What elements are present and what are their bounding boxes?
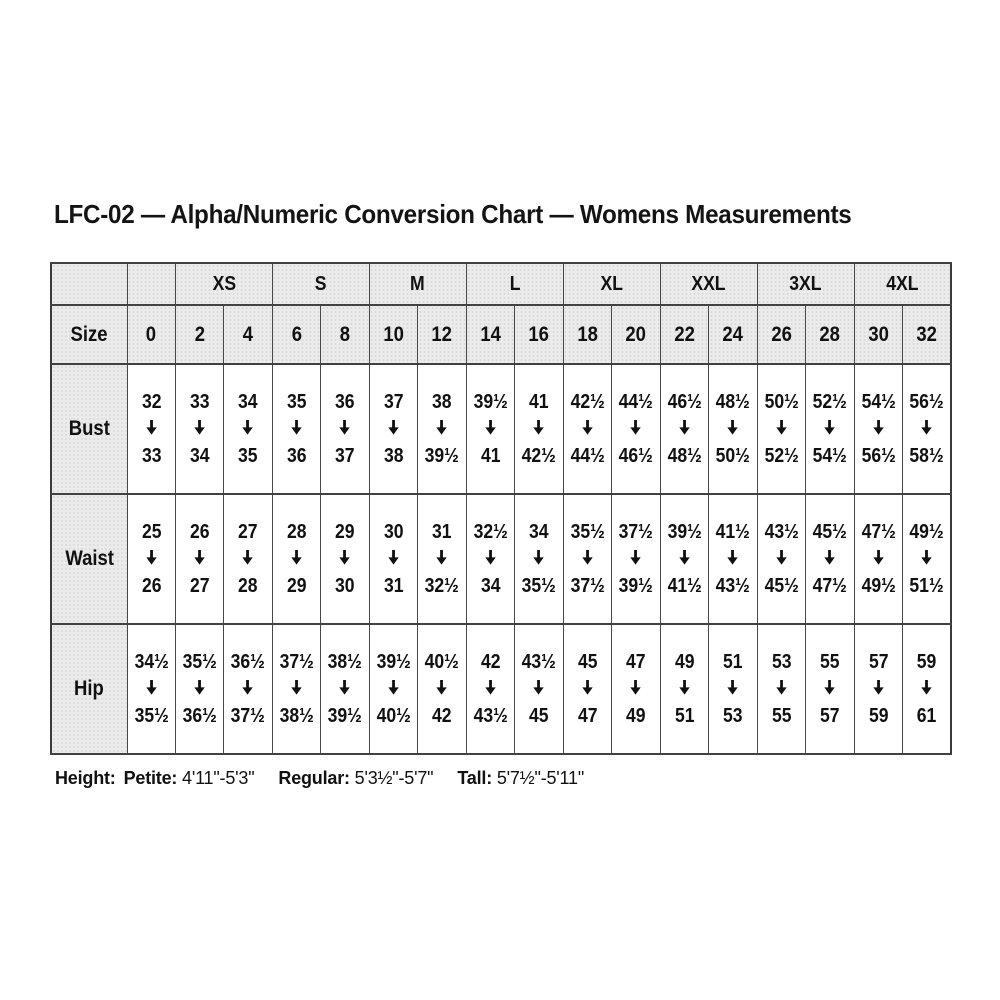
measurement-range: [615, 652, 657, 727]
down-arrow-icon: [873, 419, 884, 440]
down-arrow-icon: [582, 549, 593, 570]
down-arrow-icon: [533, 419, 544, 440]
range-from: 29: [335, 520, 355, 543]
size-header-30: 30: [854, 305, 902, 364]
down-arrow-icon: [485, 679, 496, 700]
range-to: 35½: [134, 704, 169, 727]
height-tall: [457, 768, 584, 789]
waist-range-size-2: [175, 494, 223, 624]
down-arrow-icon: [485, 549, 496, 570]
range-to: 44½: [570, 444, 605, 467]
hip-range-size-26: [757, 624, 805, 754]
measurement-range: [809, 392, 851, 467]
measurement-range: [906, 652, 947, 727]
hip-range-size-32: [903, 624, 952, 754]
alpha-size-header-m: M: [369, 263, 466, 305]
range-from: 42: [480, 650, 501, 673]
waist-range-size-0: [127, 494, 175, 624]
waist-range-size-28: [806, 494, 854, 624]
measurement-range: [276, 392, 318, 467]
range-from: 25: [141, 520, 162, 543]
range-from: 45: [577, 650, 598, 673]
range-from: 43½: [521, 650, 557, 673]
range-from: 46½: [667, 390, 702, 413]
alpha-size-header-xxl: XXL: [660, 263, 757, 305]
range-from: 32: [141, 390, 162, 413]
size-row-label: Size: [51, 305, 127, 364]
measurement-range: [130, 652, 172, 727]
range-to: 52½: [764, 444, 799, 467]
conversion-table: [50, 262, 952, 755]
measurement-range: [615, 392, 657, 467]
range-to: 34: [189, 444, 210, 467]
range-from: 49: [674, 650, 695, 673]
range-to: 43½: [473, 704, 508, 727]
size-header-6: 6: [272, 305, 320, 364]
row-label-hip: Hip: [51, 624, 127, 754]
waist-range-size-10: [369, 494, 417, 624]
range-from: 59: [916, 650, 937, 673]
measurement-range: [760, 392, 802, 467]
range-from: 36½: [231, 650, 266, 673]
down-arrow-icon: [679, 419, 690, 440]
range-from: 48½: [715, 390, 750, 413]
down-arrow-icon: [146, 679, 157, 700]
measurement-range: [518, 392, 560, 467]
range-to: 29: [286, 574, 307, 597]
waist-range-size-18: [563, 494, 611, 624]
range-to: 39½: [424, 444, 460, 467]
bust-range-size-18: [563, 364, 611, 494]
range-from: 52½: [812, 390, 847, 413]
measurement-range: [857, 652, 899, 727]
range-from: 36: [335, 390, 355, 413]
range-to: 30: [335, 574, 355, 597]
down-arrow-icon: [533, 549, 544, 570]
measurement-range: [470, 522, 512, 597]
table-corner-cell: [51, 263, 127, 305]
range-to: 41½: [667, 574, 702, 597]
hip-range-size-8: [321, 624, 369, 754]
down-arrow-icon: [194, 679, 205, 700]
measurement-range: [179, 392, 221, 467]
measurement-range: [324, 522, 366, 597]
measurement-range: [324, 392, 366, 467]
range-to: 57: [820, 704, 840, 727]
range-from: 51: [723, 650, 743, 673]
down-arrow-icon: [630, 419, 641, 440]
down-arrow-icon: [436, 419, 447, 440]
range-from: 39½: [667, 520, 702, 543]
down-arrow-icon: [146, 549, 157, 570]
down-arrow-icon: [776, 679, 787, 700]
bust-range-size-20: [612, 364, 660, 494]
range-to: 55: [771, 704, 792, 727]
down-arrow-icon: [727, 419, 738, 440]
measurement-range: [809, 652, 851, 727]
down-arrow-icon: [242, 419, 253, 440]
measurement-range: [809, 522, 851, 597]
range-from: 43½: [764, 520, 799, 543]
bust-range-size-6: [272, 364, 320, 494]
hip-range-size-24: [709, 624, 757, 754]
down-arrow-icon: [679, 549, 690, 570]
range-from: 50½: [764, 390, 799, 413]
down-arrow-icon: [776, 419, 787, 440]
range-from: 47½: [861, 520, 896, 543]
waist-range-size-26: [757, 494, 805, 624]
waist-range-size-32: [903, 494, 952, 624]
hip-range-size-22: [660, 624, 708, 754]
range-to: 37½: [570, 574, 605, 597]
range-to: 49½: [861, 574, 896, 597]
range-from: 35: [286, 390, 307, 413]
size-header-12: 12: [418, 305, 466, 364]
range-from: 37½: [279, 650, 314, 673]
range-to: 51: [674, 704, 695, 727]
alpha-size-header-s: S: [272, 263, 369, 305]
measurement-range: [470, 652, 512, 727]
range-to: 49: [626, 704, 646, 727]
measurement-range: [664, 392, 706, 467]
measurement-range: [130, 392, 172, 467]
measurement-range: [760, 522, 802, 597]
alpha-header-empty: [127, 263, 175, 305]
range-from: 38: [432, 390, 452, 413]
range-from: 35½: [570, 520, 605, 543]
range-to: 37½: [231, 704, 266, 727]
down-arrow-icon: [388, 419, 399, 440]
height-note: [55, 768, 584, 789]
range-to: 47: [577, 704, 598, 727]
range-to: 28: [238, 574, 258, 597]
waist-range-size-20: [612, 494, 660, 624]
range-from: 34: [529, 520, 549, 543]
bust-range-size-32: [903, 364, 952, 494]
hip-range-size-20: [612, 624, 660, 754]
size-header-18: 18: [563, 305, 611, 364]
bust-range-size-12: [418, 364, 466, 494]
range-from: 35½: [182, 650, 217, 673]
range-from: 56½: [909, 390, 944, 413]
hip-range-size-28: [806, 624, 854, 754]
range-from: 54½: [861, 390, 896, 413]
measurement-range: [567, 392, 609, 467]
range-from: 49½: [909, 520, 944, 543]
range-to: 34: [480, 574, 501, 597]
row-label-waist: Waist: [51, 494, 127, 624]
range-from: 39½: [376, 650, 411, 673]
down-arrow-icon: [533, 679, 544, 700]
alpha-size-header-3xl: 3XL: [757, 263, 854, 305]
down-arrow-icon: [388, 679, 399, 700]
down-arrow-icon: [873, 549, 884, 570]
range-from: 41: [529, 390, 549, 413]
measurement-range: [373, 652, 415, 727]
waist-range-size-22: [660, 494, 708, 624]
down-arrow-icon: [776, 549, 787, 570]
range-to: 33: [141, 444, 162, 467]
size-header-0: 0: [127, 305, 175, 364]
range-from: 47: [626, 650, 646, 673]
down-arrow-icon: [630, 549, 641, 570]
range-to: 45: [529, 704, 549, 727]
range-from: 31: [432, 520, 452, 543]
range-to: 50½: [715, 444, 750, 467]
range-from: 33: [189, 390, 210, 413]
measurement-range: [906, 522, 947, 597]
down-arrow-icon: [291, 419, 302, 440]
range-from: 30: [383, 520, 404, 543]
size-header-28: 28: [806, 305, 854, 364]
range-to: 45½: [764, 574, 799, 597]
range-from: 32½: [473, 520, 508, 543]
measurement-range: [373, 392, 415, 467]
down-arrow-icon: [824, 549, 835, 570]
measurement-range: [760, 652, 802, 727]
down-arrow-icon: [388, 549, 399, 570]
range-to: 39½: [618, 574, 654, 597]
range-to: 51½: [909, 574, 944, 597]
measurement-range: [857, 392, 899, 467]
range-to: 31: [383, 574, 404, 597]
down-arrow-icon: [146, 419, 157, 440]
down-arrow-icon: [873, 679, 884, 700]
range-from: 38½: [327, 650, 363, 673]
waist-range-size-12: [418, 494, 466, 624]
size-header-22: 22: [660, 305, 708, 364]
measurement-range: [227, 522, 269, 597]
regular-value: 5'3½"-5'7": [354, 768, 434, 788]
range-from: 41½: [715, 520, 750, 543]
range-to: 59: [868, 704, 889, 727]
hip-range-size-14: [466, 624, 514, 754]
size-header-8: 8: [321, 305, 369, 364]
regular-label: Regular:: [278, 768, 350, 788]
range-to: 36½: [182, 704, 217, 727]
size-header-26: 26: [757, 305, 805, 364]
range-from: 57: [868, 650, 889, 673]
size-header-14: 14: [466, 305, 514, 364]
range-to: 37: [335, 444, 355, 467]
down-arrow-icon: [824, 419, 835, 440]
alpha-size-header-4xl: 4XL: [854, 263, 951, 305]
range-from: 26: [189, 520, 210, 543]
hip-range-size-6: [272, 624, 320, 754]
waist-range-size-6: [272, 494, 320, 624]
size-header-24: 24: [709, 305, 757, 364]
size-header-2: 2: [175, 305, 223, 364]
down-arrow-icon: [291, 549, 302, 570]
down-arrow-icon: [242, 549, 253, 570]
waist-range-size-14: [466, 494, 514, 624]
range-to: 40½: [376, 704, 411, 727]
down-arrow-icon: [291, 679, 302, 700]
hip-range-size-12: [418, 624, 466, 754]
measurement-range: [276, 522, 318, 597]
down-arrow-icon: [194, 549, 205, 570]
down-arrow-icon: [436, 679, 447, 700]
height-regular: [278, 768, 433, 789]
hip-range-size-10: [369, 624, 417, 754]
down-arrow-icon: [485, 419, 496, 440]
hip-range-size-4: [224, 624, 272, 754]
range-to: 53: [723, 704, 743, 727]
petite-value: 4'11"-5'3": [182, 768, 255, 788]
down-arrow-icon: [339, 419, 350, 440]
range-from: 34: [238, 390, 258, 413]
tall-label: Tall:: [457, 768, 493, 788]
range-to: 42: [432, 704, 452, 727]
range-to: 43½: [715, 574, 750, 597]
alpha-size-header-xl: XL: [563, 263, 660, 305]
range-to: 26: [141, 574, 162, 597]
hip-range-size-2: [175, 624, 223, 754]
down-arrow-icon: [582, 419, 593, 440]
bust-range-size-10: [369, 364, 417, 494]
range-to: 56½: [861, 444, 896, 467]
row-label-bust: Bust: [51, 364, 127, 494]
height-label: Height:: [55, 768, 116, 788]
measurement-range: [227, 392, 269, 467]
down-arrow-icon: [339, 679, 350, 700]
waist-range-size-30: [854, 494, 902, 624]
alpha-size-header-l: L: [466, 263, 563, 305]
range-to: 41: [480, 444, 501, 467]
measurement-range: [421, 652, 463, 727]
petite-label: Petite:: [123, 768, 178, 788]
range-from: 39½: [473, 390, 508, 413]
range-to: 61: [916, 704, 937, 727]
range-to: 39½: [327, 704, 363, 727]
measurement-range: [179, 652, 221, 727]
down-arrow-icon: [436, 549, 447, 570]
size-header-4: 4: [224, 305, 272, 364]
size-header-32: 32: [903, 305, 952, 364]
hip-range-size-0: [127, 624, 175, 754]
measurement-range: [470, 392, 512, 467]
height-petite: [124, 768, 255, 789]
measurement-range: [664, 652, 706, 727]
down-arrow-icon: [921, 679, 932, 700]
bust-range-size-0: [127, 364, 175, 494]
alpha-size-header-xs: XS: [175, 263, 272, 305]
measurement-range: [227, 652, 269, 727]
range-to: 47½: [812, 574, 847, 597]
down-arrow-icon: [921, 549, 932, 570]
range-to: 58½: [909, 444, 944, 467]
measurement-range: [276, 652, 318, 727]
bust-range-size-14: [466, 364, 514, 494]
range-from: 45½: [812, 520, 847, 543]
range-to: 46½: [618, 444, 654, 467]
down-arrow-icon: [630, 679, 641, 700]
measurement-range: [130, 522, 172, 597]
down-arrow-icon: [824, 679, 835, 700]
range-from: 37: [383, 390, 404, 413]
bust-range-size-16: [515, 364, 563, 494]
range-from: 34½: [134, 650, 169, 673]
range-to: 27: [189, 574, 210, 597]
measurement-range: [518, 522, 560, 597]
bust-range-size-2: [175, 364, 223, 494]
measurement-range: [857, 522, 899, 597]
measurement-range: [712, 392, 754, 467]
measurement-range: [906, 392, 947, 467]
down-arrow-icon: [679, 679, 690, 700]
range-to: 48½: [667, 444, 702, 467]
range-from: 44½: [618, 390, 654, 413]
down-arrow-icon: [339, 549, 350, 570]
range-to: 35½: [521, 574, 557, 597]
measurement-range: [421, 522, 463, 597]
hip-range-size-16: [515, 624, 563, 754]
size-header-20: 20: [612, 305, 660, 364]
measurement-range: [712, 522, 754, 597]
bust-range-size-28: [806, 364, 854, 494]
range-to: 38½: [279, 704, 314, 727]
down-arrow-icon: [242, 679, 253, 700]
measurement-range: [518, 652, 560, 727]
bust-range-size-26: [757, 364, 805, 494]
bust-range-size-30: [854, 364, 902, 494]
hip-range-size-18: [563, 624, 611, 754]
range-to: 42½: [521, 444, 557, 467]
range-from: 42½: [570, 390, 605, 413]
down-arrow-icon: [194, 419, 205, 440]
range-from: 28: [286, 520, 307, 543]
range-to: 35: [238, 444, 258, 467]
range-from: 40½: [424, 650, 460, 673]
range-to: 38: [383, 444, 404, 467]
measurement-range: [421, 392, 463, 467]
measurement-range: [664, 522, 706, 597]
waist-range-size-24: [709, 494, 757, 624]
measurement-range: [567, 652, 609, 727]
measurement-range: [567, 522, 609, 597]
down-arrow-icon: [921, 419, 932, 440]
measurement-range: [615, 522, 657, 597]
down-arrow-icon: [727, 549, 738, 570]
range-to: 54½: [812, 444, 847, 467]
measurement-range: [179, 522, 221, 597]
size-header-10: 10: [369, 305, 417, 364]
range-from: 37½: [618, 520, 654, 543]
page-title: LFC-02 — Alpha/Numeric Conversion Chart — Womens Measurements: [54, 200, 852, 230]
range-to: 36: [286, 444, 307, 467]
waist-range-size-16: [515, 494, 563, 624]
waist-range-size-8: [321, 494, 369, 624]
down-arrow-icon: [582, 679, 593, 700]
down-arrow-icon: [727, 679, 738, 700]
waist-range-size-4: [224, 494, 272, 624]
tall-value: 5'7½"-5'11": [496, 768, 585, 788]
range-to: 32½: [424, 574, 460, 597]
range-from: 53: [771, 650, 792, 673]
hip-range-size-30: [854, 624, 902, 754]
range-from: 27: [238, 520, 258, 543]
measurement-range: [373, 522, 415, 597]
bust-range-size-24: [709, 364, 757, 494]
size-header-16: 16: [515, 305, 563, 364]
bust-range-size-4: [224, 364, 272, 494]
bust-range-size-22: [660, 364, 708, 494]
measurement-range: [712, 652, 754, 727]
measurement-range: [324, 652, 366, 727]
range-from: 55: [820, 650, 840, 673]
bust-range-size-8: [321, 364, 369, 494]
